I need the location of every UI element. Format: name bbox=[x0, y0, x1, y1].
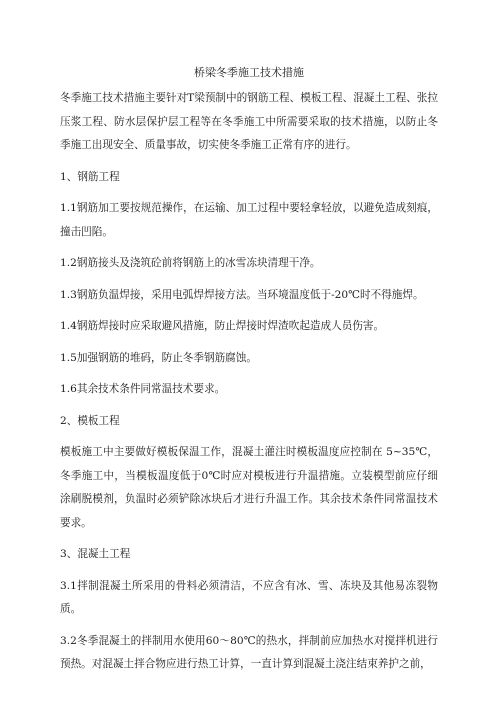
steel-item-1-6: 1.6其余技术条件同常温技术要求。 bbox=[60, 383, 226, 395]
section-heading-formwork: 2、模板工程 bbox=[60, 414, 120, 427]
section-heading-steel: 1、钢筋工程 bbox=[60, 170, 120, 183]
steel-item-1-2: 1.2钢筋接头及浇筑砼前将钢筋上的冰雪冻块清理干净。 bbox=[60, 257, 321, 269]
document-title: 桥梁冬季施工技术措施 bbox=[194, 66, 304, 79]
steel-item-1-5: 1.5加强钢筋的堆码，防止冬季钢筋腐蚀。 bbox=[60, 351, 257, 364]
document-page bbox=[60, 61, 438, 685]
concrete-item-3-2: 3.2冬季混凝土的拌制用水使用60～80℃的热水，拌制前应加热水对搅拌机进行预热。对混凝土拌合物应进行热工计算，一直计算到混凝土浇注结束养护之前， bbox=[60, 634, 438, 670]
steel-item-1-1: 1.1钢筋加工要按规范操作，在运输、加工过程中要轻拿轻放，以避免造成刻痕，撞击凹陷。 bbox=[60, 202, 438, 238]
steel-item-1-3: 1.3钢筋负温焊接，采用电弧焊焊接方法。当环境温度低于-20℃时不得施焊。 bbox=[60, 288, 424, 301]
intro-paragraph: 冬季施工技术措施主要针对T梁预制中的钢筋工程、模板工程、混凝土工程、张拉压浆工程、防水层保护层工程等在冬季施工中所需要采取的技术措施，以防止冬季施工出现安全、质量事故，切实使冬季施工正常有序的进行。 bbox=[60, 92, 438, 151]
formwork-paragraph: 模板施工中主要做好模板保温工作，混凝土灌注时模板温度应控制在 5~35℃，冬季施工中，当模板温度低于0℃时应对模板进行升温措施。立装模型前应仔细涂刷脱模剂，负温时必须铲除冰块后才进行升温工作。其余技术条件同常温技术要求。 bbox=[60, 446, 438, 529]
concrete-item-3-1: 3.1拌制混凝土所采用的骨料必须清洁，不应含有冰、雪、冻块及其他易冻裂物质。 bbox=[60, 579, 438, 615]
steel-item-1-4: 1.4钢筋焊接时应采取避风措施，防止焊接时焊渣吹起造成人员伤害。 bbox=[60, 320, 385, 332]
section-heading-concrete: 3、混凝土工程 bbox=[60, 548, 131, 560]
